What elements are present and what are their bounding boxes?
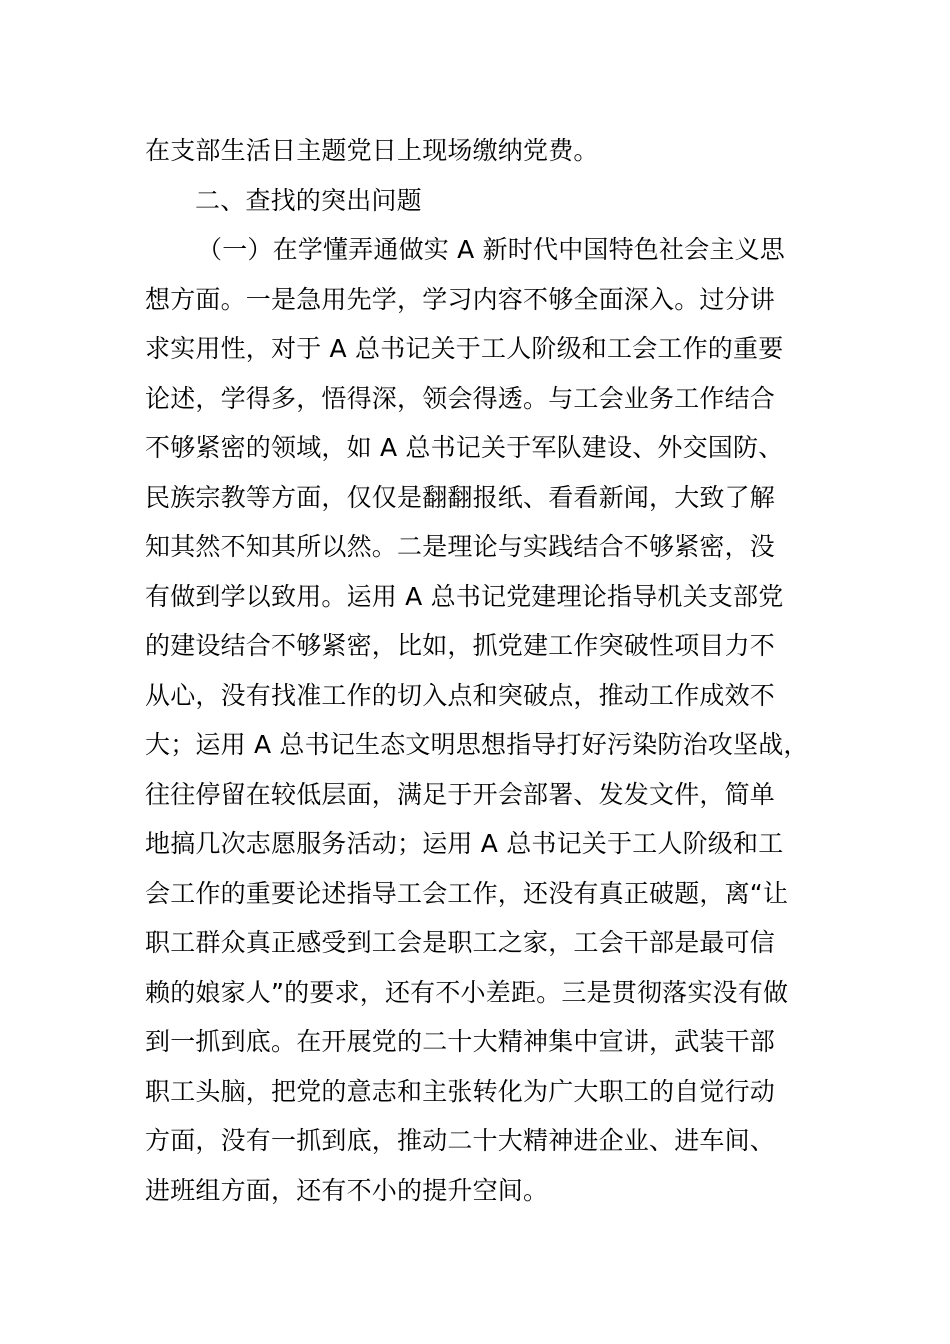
paragraph-line: 职工群众真正感受到工会是职工之家，工会干部是最可信 <box>145 928 776 957</box>
paragraph-line: 职工头脑，把党的意志和主张转化为广大职工的自觉行动 <box>145 1076 776 1106</box>
paragraph-line: 知其然不知其所以然。二是理论与实践结合不够紧密，没 <box>145 532 776 561</box>
paragraph-line: 地搞几次志愿服务活动；运用 A 总书记关于工人阶级和工 <box>145 829 784 858</box>
paragraph-line: 从心，没有找准工作的切入点和突破点，推动工作成效不 <box>145 680 776 710</box>
paragraph-line: 在支部生活日主题党日上现场缴纳党费。 <box>145 136 599 165</box>
paragraph-line: 民族宗教等方面，仅仅是翻翻报纸、看看新闻，大致了解 <box>145 482 776 512</box>
paragraph-line: 想方面。一是急用先学，学习内容不够全面深入。过分讲 <box>145 284 776 314</box>
paragraph-line: 往往停留在较低层面，满足于开会部署、发发文件，简单 <box>145 779 776 809</box>
paragraph-line: 有做到学以致用。运用 A 总书记党建理论指导机关支部党 <box>145 581 784 611</box>
paragraph-line: 进班组方面，还有不小的提升空间。 <box>145 1175 549 1205</box>
paragraph-line: 会工作的重要论述指导工会工作，还没有真正破题，离“让 <box>145 878 789 908</box>
paragraph-line: 赖的娘家人”的要求，还有不小差距。三是贯彻落实没有做 <box>145 977 789 1007</box>
paragraph-line: 论述，学得多，悟得深，领会得透。与工会业务工作结合 <box>145 383 776 413</box>
paragraph-line: 方面，没有一抓到底，推动二十大精神进企业、进车间、 <box>145 1126 776 1155</box>
paragraph-line: 大；运用 A 总书记生态文明思想指导打好污染防治攻坚战， <box>145 730 809 759</box>
section-heading: 二、查找的突出问题 <box>195 185 422 215</box>
paragraph-line: 到一抓到底。在开展党的二十大精神集中宣讲，武装干部 <box>145 1027 776 1056</box>
paragraph-line: 求实用性，对于 A 总书记关于工人阶级和工会工作的重要 <box>145 334 784 363</box>
document-body <box>145 126 835 1215</box>
paragraph-line: （一）在学懂弄通做实 A 新时代中国特色社会主义思 <box>197 235 785 264</box>
paragraph-line: 的建设结合不够紧密，比如，抓党建工作突破性项目力不 <box>145 631 776 660</box>
paragraph-line: 不够紧密的领域，如 A 总书记关于军队建设、外交国防、 <box>145 433 784 462</box>
